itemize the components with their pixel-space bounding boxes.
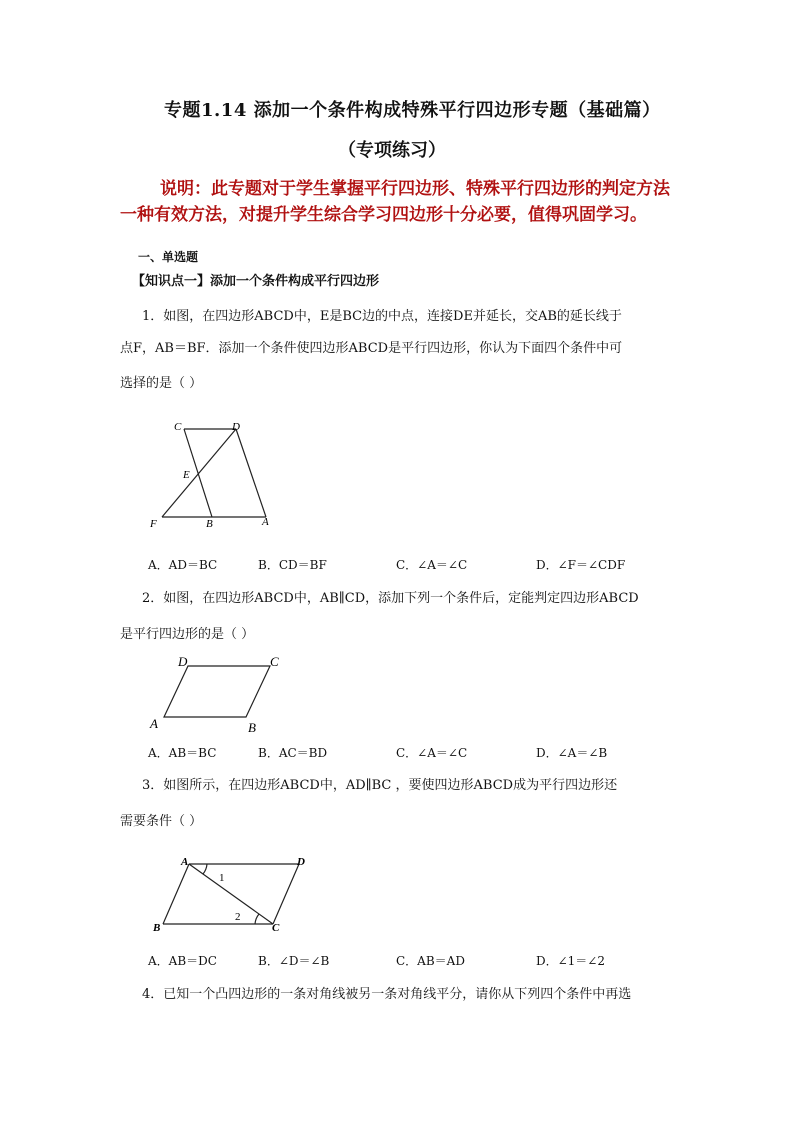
intro-note-text: 说明：此专题对于学生掌握平行四边形、特殊平行四边形的判定方法一种有效方法，对提升学生综合学习四边形十分必要，值得巩固学习。 — [120, 179, 670, 225]
label-e: E — [183, 469, 190, 481]
question-3-line-1: 3．如图所示，在四边形ABCD中，AD∥BC ，要使四边形ABCD成为平行四边形还 — [142, 778, 618, 793]
question-2-option-c[interactable]: C．∠A＝∠C — [396, 746, 468, 760]
question-3-option-d[interactable]: D．∠1＝∠2 — [536, 954, 606, 968]
question-1-line-2: 点F，AB＝BF．添加一个条件使四边形ABCD是平行四边形，你认为下面四个条件中可 — [120, 341, 623, 356]
page-subtitle: （专项练习） — [338, 140, 446, 161]
label-b: B — [248, 720, 256, 735]
question-2-option-d[interactable]: D．∠A＝∠B — [536, 746, 608, 760]
question-3-figure — [145, 850, 320, 935]
question-1-figure — [140, 415, 290, 535]
label-a: A — [150, 716, 158, 731]
label-a: A — [262, 516, 269, 528]
question-4-line-1: 4．已知一个凸四边形的一条对角线被另一条对角线平分，请你从下列四个条件中再选 — [142, 987, 632, 1002]
label-angle-2: 2 — [235, 911, 241, 923]
line-dc — [273, 864, 299, 924]
question-3-option-c[interactable]: C．AB＝AD — [396, 954, 465, 968]
question-3-option-a[interactable]: A．AB＝DC — [148, 954, 217, 968]
question-1-option-c[interactable]: C．∠A＝∠C — [396, 558, 468, 572]
label-d: D — [232, 421, 240, 433]
question-1-option-a[interactable]: A．AD＝BC — [148, 558, 218, 572]
question-1-line-1: 1．如图，在四边形ABCD中，E是BC边的中点，连接DE并延长，交AB的延长线于 — [142, 309, 622, 324]
label-c: C — [270, 654, 279, 669]
question-1-line-3: 选择的是（ ） — [120, 376, 203, 391]
question-1-option-b[interactable]: B．CD＝BF — [258, 558, 327, 572]
label-angle-1: 1 — [219, 872, 225, 884]
question-2-line-1: 2．如图，在四边形ABCD中，AB∥CD，添加下列一个条件后，定能判定四边形ABCD — [142, 591, 639, 606]
angle-2-arc — [255, 914, 259, 924]
label-d: D — [178, 654, 188, 669]
intro-note — [120, 176, 680, 228]
label-f: F — [150, 518, 157, 530]
question-2-option-a[interactable]: A．AB＝BC — [148, 746, 217, 760]
section-heading: 一、单选题 — [138, 250, 199, 264]
label-d: D — [297, 856, 305, 868]
question-2-line-2: 是平行四边形的是（ ） — [120, 627, 255, 642]
line-fd — [162, 429, 236, 517]
label-c: C — [272, 922, 280, 934]
angle-1-arc — [203, 864, 207, 874]
label-b: B — [153, 922, 161, 934]
parallelogram-abcd — [164, 666, 270, 717]
question-2-option-b[interactable]: B．AC＝BD — [258, 746, 328, 760]
label-a: A — [181, 856, 189, 868]
question-3-line-2: 需要条件（ ） — [120, 814, 203, 829]
line-ab — [163, 864, 189, 924]
question-2-figure — [140, 650, 300, 740]
label-b: B — [206, 518, 213, 530]
line-da — [236, 429, 266, 517]
page-title: 专题1.14 添加一个条件构成特殊平行四边形专题（基础篇） — [164, 100, 661, 121]
knowledge-point-heading: 【知识点一】添加一个条件构成平行四边形 — [132, 274, 380, 289]
question-3-option-b[interactable]: B．∠D＝∠B — [258, 954, 330, 968]
question-1-option-d[interactable]: D．∠F＝∠CDF — [536, 558, 626, 572]
line-ac — [189, 864, 273, 924]
label-c: C — [174, 421, 182, 433]
